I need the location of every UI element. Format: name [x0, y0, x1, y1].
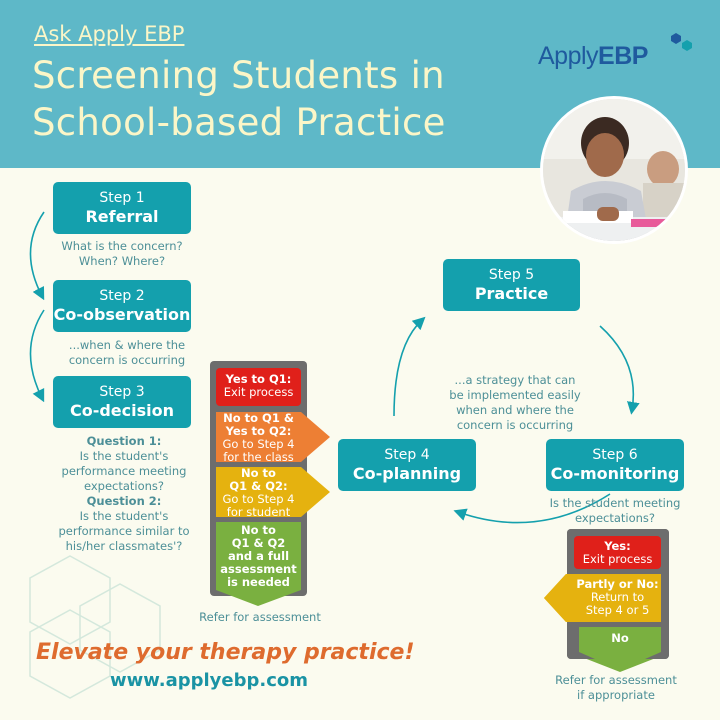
left-orange-text: Go to Step 4: [222, 437, 295, 451]
step-5-note-line: ...a strategy that can: [454, 373, 576, 387]
footer-slogan: Elevate your therapy practice!: [36, 640, 415, 665]
step-4-number: Step 4: [384, 447, 430, 463]
left-yellow-text: Go to Step 4: [222, 492, 295, 506]
step-6-note-line: Is the student meeting: [549, 496, 681, 510]
left-yellow-bold: No to: [241, 466, 276, 480]
left-green-bold: and a full: [227, 549, 290, 563]
logo-suffix: EBP: [598, 42, 648, 70]
right-yellow-text: Return to: [590, 590, 645, 604]
left-red-bold: Yes to Q1:: [225, 372, 292, 386]
step-2-name: Co-observation: [53, 305, 191, 324]
question-1-line: performance meeting: [61, 464, 187, 478]
step-6-note-line: expectations?: [574, 511, 656, 525]
right-partly-no-box: [574, 578, 661, 622]
question-1-line: expectations?: [83, 479, 165, 493]
left-green-bold: Q1 & Q2: [231, 536, 286, 550]
left-orange-bold: No to Q1 &: [223, 411, 294, 425]
footer-url[interactable]: www.applyebp.com: [110, 670, 308, 691]
right-yellow-bold: Partly or No:: [576, 577, 659, 591]
step-5-note-line: concern is occurring: [456, 418, 574, 432]
step-1-name: Referral: [85, 207, 159, 226]
right-refer-line: if appropriate: [577, 688, 655, 702]
question-2-line: his/her classmates'?: [65, 539, 183, 553]
question-2-label: Question 2:: [86, 494, 162, 508]
right-yellow-text: Step 4 or 5: [585, 603, 650, 617]
left-refer-note: Refer for assessment: [199, 610, 321, 624]
step-2-note-line: ...when & where the: [68, 338, 186, 352]
step-2-note-line: concern is occurring: [68, 353, 186, 367]
right-red-text: Exit process: [582, 552, 653, 566]
question-2-line: Is the student's: [79, 509, 169, 523]
right-green-bold: No: [611, 631, 629, 645]
left-yellow-text: for student: [226, 505, 291, 519]
step-5-note-line: be implemented easily: [449, 388, 581, 402]
kicker-title: Ask Apply EBP: [34, 22, 185, 46]
step-5-number: Step 5: [488, 267, 535, 283]
step-3-number: Step 3: [99, 384, 145, 400]
logo-prefix: Apply: [538, 42, 599, 70]
right-yes-box: [574, 540, 661, 570]
left-green-bold: No to: [241, 523, 276, 537]
left-yellow-bold: Q1 & Q2:: [229, 479, 288, 493]
step-6-name: Co-monitoring: [550, 464, 680, 483]
question-1-label: Question 1:: [86, 434, 162, 448]
left-green-bold: is needed: [227, 575, 290, 589]
left-orange-text: for the class: [223, 450, 294, 464]
step-5-note-line: when and where the: [456, 403, 574, 417]
question-1-line: Is the student's: [79, 449, 169, 463]
left-green-bold: assessment: [220, 562, 297, 576]
step-4-name: Co-planning: [352, 464, 462, 483]
step-2-number: Step 2: [99, 288, 145, 304]
right-refer-line: Refer for assessment: [555, 673, 677, 687]
right-refer-note: [546, 673, 686, 703]
left-orange-bold: Yes to Q2:: [225, 424, 292, 438]
step-6-number: Step 6: [592, 447, 638, 463]
step-1-number: Step 1: [99, 190, 145, 206]
question-2-line: performance similar to: [58, 524, 190, 538]
left-red-text: Exit process: [223, 385, 294, 399]
step-1-note-line: What is the concern?: [61, 239, 183, 253]
step-5-name: Practice: [474, 284, 549, 303]
step-1-note-line: When? Where?: [78, 254, 166, 268]
page-title: Screening Students in School-based Practice: [32, 54, 446, 144]
right-no-box: [579, 632, 661, 648]
right-red-bold: Yes:: [604, 539, 631, 553]
step-3-name: Co-decision: [69, 401, 175, 420]
